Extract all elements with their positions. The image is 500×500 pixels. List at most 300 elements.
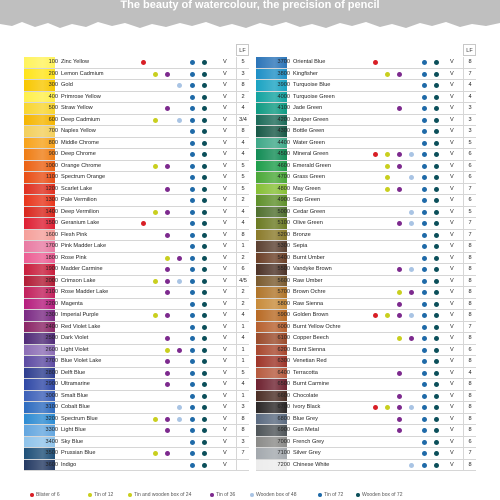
availability-dot (434, 221, 439, 226)
color-name: Gold (61, 82, 73, 88)
v-flag: V (450, 220, 454, 226)
table-row (256, 80, 476, 92)
availability-dot (434, 233, 439, 238)
color-name: Deep Chrome (61, 151, 96, 157)
color-name: Water Green (293, 139, 325, 146)
color-name: Chinese White (293, 461, 330, 468)
v-flag: V (223, 450, 227, 456)
availability-dot (190, 336, 195, 341)
v-flag: V (223, 139, 227, 146)
color-name: Terracotta (293, 369, 318, 376)
color-name: Copper Beech (293, 335, 329, 341)
v-flag: V (223, 243, 227, 249)
color-name: Straw Yellow (61, 105, 93, 111)
availability-dot (190, 290, 195, 295)
color-number: 2200 (45, 300, 58, 307)
availability-dot (397, 394, 402, 399)
lightfastness-value: 5 (236, 172, 249, 183)
table-row (24, 402, 249, 414)
table-row (24, 126, 249, 138)
color-number: 300 (48, 82, 58, 88)
v-flag: V (450, 300, 454, 307)
table-row (24, 276, 249, 288)
lightfastness-value: 8 (236, 425, 249, 436)
table-row (24, 161, 249, 173)
v-flag: V (450, 93, 454, 100)
lightfastness-value: 8 (463, 253, 476, 264)
availability-dot (397, 302, 402, 307)
lightfastness-value: 2 (236, 253, 249, 264)
legend-item (30, 492, 60, 498)
availability-dot (434, 325, 439, 330)
availability-dot (190, 325, 195, 330)
v-flag: V (223, 335, 227, 341)
color-number: 4000 (277, 93, 290, 100)
color-number: 3900 (277, 82, 290, 88)
v-flag: V (450, 335, 454, 341)
legend-item (128, 492, 191, 498)
table-row (256, 57, 476, 69)
availability-dot (434, 187, 439, 192)
color-name: Flesh Pink (61, 231, 88, 238)
color-number: 1100 (45, 174, 58, 180)
color-number: 2700 (45, 358, 58, 364)
table-row (24, 460, 249, 472)
availability-dot (397, 336, 402, 341)
availability-dot (434, 152, 439, 157)
availability-dot (165, 428, 170, 433)
color-name: Oriental Blue (293, 59, 326, 65)
v-flag: V (450, 105, 454, 111)
availability-dot (422, 394, 427, 399)
color-name: Scarlet Lake (61, 185, 93, 192)
table-row (256, 184, 476, 196)
availability-dot (409, 210, 414, 215)
color-number: 3700 (277, 59, 290, 65)
legend-label: Wooden box of 48 (256, 492, 297, 498)
color-number: 5400 (277, 254, 290, 261)
lightfastness-value: 3 (236, 437, 249, 448)
color-number: 5500 (277, 266, 290, 272)
availability-dot (409, 290, 414, 295)
availability-dot (434, 256, 439, 261)
availability-dot (422, 348, 427, 353)
v-flag: V (450, 254, 454, 261)
availability-dot (190, 405, 195, 410)
availability-dot (202, 336, 207, 341)
lightfastness-value: 1 (236, 391, 249, 402)
color-number: 7100 (277, 450, 290, 456)
table-row (24, 207, 249, 219)
availability-dot (190, 72, 195, 77)
color-name: Imperial Purple (61, 312, 99, 318)
color-number: 6500 (277, 381, 290, 387)
lightfastness-value: 4 (236, 138, 249, 149)
availability-dot (434, 95, 439, 100)
color-name: Middle Chrome (61, 139, 99, 146)
lightfastness-value: 4 (236, 207, 249, 218)
color-name: Smalt Blue (61, 392, 89, 399)
availability-dot (434, 371, 439, 376)
v-flag: V (223, 277, 227, 284)
availability-dot (422, 221, 427, 226)
color-name: Madder Carmine (61, 266, 103, 272)
availability-dot (165, 233, 170, 238)
lightfastness-value: 4 (236, 310, 249, 321)
color-name: Burnt Yellow Ochre (293, 323, 341, 330)
availability-dot (190, 198, 195, 203)
lightfastness-value: 3 (463, 115, 476, 126)
table-row (256, 253, 476, 265)
availability-dot (397, 221, 402, 226)
availability-dot (202, 290, 207, 295)
lightfastness-value: 3/4 (236, 115, 249, 126)
availability-dot (190, 83, 195, 88)
availability-dot (397, 290, 402, 295)
color-name: Blue Grey (293, 415, 318, 422)
availability-dot (422, 244, 427, 249)
availability-dot (385, 187, 390, 192)
color-number: 400 (48, 93, 58, 100)
availability-dot (385, 152, 390, 157)
availability-dot (434, 210, 439, 215)
table-row (256, 161, 476, 173)
availability-dot (165, 279, 170, 284)
availability-dot (422, 60, 427, 65)
availability-dot (422, 359, 427, 364)
color-number: 4200 (277, 116, 290, 123)
color-number: 5000 (277, 208, 290, 215)
availability-dot (190, 118, 195, 123)
color-number: 4300 (277, 128, 290, 134)
legend-item (318, 492, 343, 498)
availability-dot (202, 428, 207, 433)
availability-dot (190, 95, 195, 100)
color-name: Raw Sienna (293, 300, 324, 307)
lightfastness-value: 7 (236, 448, 249, 459)
legend-label: Wooden box of 72 (362, 492, 403, 498)
availability-dot (165, 256, 170, 261)
legend-item (88, 492, 113, 498)
availability-dot (202, 463, 207, 468)
availability-dot (434, 279, 439, 284)
v-flag: V (223, 266, 227, 272)
color-number: 500 (48, 105, 58, 111)
color-name: Golden Brown (293, 312, 329, 318)
color-number: 800 (48, 139, 58, 146)
table-row (24, 218, 249, 230)
table-row (256, 333, 476, 345)
availability-dot (434, 451, 439, 456)
availability-dot (165, 106, 170, 111)
availability-dot (153, 164, 158, 169)
lightfastness-value: 6 (463, 437, 476, 448)
v-flag: V (450, 358, 454, 364)
availability-dot (190, 141, 195, 146)
color-name: Burnt Umber (293, 254, 325, 261)
lightfastness-value: 4/5 (236, 276, 249, 287)
availability-dot (434, 164, 439, 169)
v-flag: V (450, 139, 454, 146)
table-row (256, 241, 476, 253)
color-name: Sky Blue (61, 438, 84, 445)
lightfastness-value: 2 (236, 299, 249, 310)
color-name: Cobalt Blue (61, 404, 90, 410)
color-number: 2800 (45, 369, 58, 376)
availability-dot (422, 440, 427, 445)
availability-dot (409, 405, 414, 410)
color-name: Zinc Yellow (61, 59, 89, 65)
lightfastness-value: 7 (463, 322, 476, 333)
lightfastness-value: 4 (463, 92, 476, 103)
table-row (256, 379, 476, 391)
availability-dot (422, 405, 427, 410)
color-name: Magenta (61, 300, 83, 307)
v-flag: V (223, 358, 227, 364)
availability-dot (202, 348, 207, 353)
table-row (256, 287, 476, 299)
color-name: Primrose Yellow (61, 93, 101, 100)
lightfastness-value: 2 (236, 195, 249, 206)
availability-dot (397, 152, 402, 157)
legend-item (250, 492, 297, 498)
table-row (256, 103, 476, 115)
table-row (256, 69, 476, 81)
v-flag: V (450, 450, 454, 456)
v-flag: V (450, 369, 454, 376)
availability-dot (190, 221, 195, 226)
v-flag: V (450, 70, 454, 77)
table-row (24, 195, 249, 207)
color-number: 6600 (277, 392, 290, 399)
availability-dot (165, 267, 170, 272)
color-name: Raw Umber (293, 277, 323, 284)
table-row (24, 356, 249, 368)
color-number: 1300 (45, 197, 58, 203)
availability-dot (190, 187, 195, 192)
color-name: Cedar Green (293, 208, 326, 215)
color-number: 1900 (45, 266, 58, 272)
color-number: 900 (48, 151, 58, 157)
lightfastness-value: 7 (463, 218, 476, 229)
lightfastness-value: 1 (236, 241, 249, 252)
table-row (24, 103, 249, 115)
color-number: 700 (48, 128, 58, 134)
availability-dot (202, 175, 207, 180)
color-number: 3000 (45, 392, 58, 399)
availability-dot (422, 129, 427, 134)
v-flag: V (223, 323, 227, 330)
lightfastness-value: 8 (463, 402, 476, 413)
v-flag: V (223, 208, 227, 215)
table-row (24, 149, 249, 161)
color-number: 6900 (277, 427, 290, 433)
lightfastness-value: 8 (463, 333, 476, 344)
availability-dot (177, 83, 182, 88)
color-number: 5700 (277, 289, 290, 295)
color-number: 4700 (277, 174, 290, 180)
availability-dot (409, 175, 414, 180)
table-row (256, 299, 476, 311)
color-name: Delft Blue (61, 369, 86, 376)
torn-paper-edge (0, 14, 500, 36)
availability-dot (422, 106, 427, 111)
color-name: May Green (293, 185, 321, 192)
v-flag: V (450, 162, 454, 169)
availability-dot (409, 336, 414, 341)
table-row (256, 414, 476, 426)
right-rows (256, 57, 476, 471)
availability-dot (153, 72, 158, 77)
table-row (256, 126, 476, 138)
legend-item (210, 492, 235, 498)
table-row (256, 276, 476, 288)
lightfastness-value: 8 (463, 264, 476, 275)
table-row (256, 402, 476, 414)
color-number: 5100 (277, 220, 290, 226)
v-flag: V (223, 369, 227, 376)
availability-dot (190, 164, 195, 169)
color-name: Juniper Green (293, 116, 329, 123)
availability-dot (373, 313, 378, 318)
v-flag: V (450, 151, 454, 157)
v-flag: V (450, 277, 454, 284)
color-number: 2000 (45, 277, 58, 284)
color-number: 6700 (277, 404, 290, 410)
color-number: 4800 (277, 185, 290, 192)
table-row (256, 310, 476, 322)
color-name: Grass Green (293, 174, 326, 180)
table-row (24, 80, 249, 92)
lightfastness-value: 5 (463, 138, 476, 149)
table-row (24, 230, 249, 242)
color-name: Deep Vermilion (61, 208, 99, 215)
color-name: French Grey (293, 438, 325, 445)
table-row (256, 356, 476, 368)
color-name: Burnt Sienna (293, 346, 326, 353)
color-name: Ultramarine (61, 381, 90, 387)
availability-dot (373, 152, 378, 157)
availability-dot (165, 348, 170, 353)
lightfastness-value: 3 (463, 126, 476, 137)
v-flag: V (450, 231, 454, 238)
color-number: 4400 (277, 139, 290, 146)
availability-dot (434, 198, 439, 203)
availability-dot (190, 359, 195, 364)
availability-dot (190, 175, 195, 180)
v-flag: V (450, 197, 454, 203)
v-flag: V (223, 427, 227, 433)
availability-dot (202, 187, 207, 192)
color-name: Light Blue (61, 427, 86, 433)
availability-dot (177, 417, 182, 422)
v-flag: V (223, 70, 227, 77)
availability-dot (190, 152, 195, 157)
color-number: 2300 (45, 312, 58, 318)
availability-dot (153, 313, 158, 318)
availability-dot (422, 83, 427, 88)
v-flag: V (450, 346, 454, 353)
color-number: 1400 (45, 208, 58, 215)
lightfastness-value: 8 (236, 80, 249, 91)
color-name: Gun Metal (293, 427, 319, 433)
availability-dot (434, 302, 439, 307)
lf-column-header: LF (236, 44, 249, 56)
availability-dot (385, 175, 390, 180)
lightfastness-value: 3 (463, 103, 476, 114)
color-name: Red Violet Lake (61, 323, 101, 330)
table-row (24, 425, 249, 437)
table-row (256, 264, 476, 276)
lightfastness-value: 8 (463, 310, 476, 321)
availability-dot (422, 256, 427, 261)
color-name: Spectrum Blue (61, 415, 98, 422)
availability-dot (422, 187, 427, 192)
lightfastness-value: 8 (463, 287, 476, 298)
availability-dot (202, 371, 207, 376)
color-name: Prussian Blue (61, 450, 96, 456)
v-flag: V (450, 381, 454, 387)
v-flag: V (223, 116, 227, 123)
lightfastness-value: 6 (463, 345, 476, 356)
availability-dot (385, 72, 390, 77)
availability-dot (434, 405, 439, 410)
availability-dot (202, 451, 207, 456)
availability-dot (202, 302, 207, 307)
table-row (24, 241, 249, 253)
color-name: Emerald Green (293, 162, 331, 169)
availability-dot (190, 394, 195, 399)
availability-dot (177, 279, 182, 284)
availability-dot (153, 118, 158, 123)
color-number: 200 (48, 70, 58, 77)
color-name: Sap Green (293, 197, 321, 203)
v-flag: V (450, 323, 454, 330)
table-row (256, 138, 476, 150)
color-number: 3600 (45, 461, 58, 468)
color-name: Lemon Cadmium (61, 70, 104, 77)
color-number: 6100 (277, 335, 290, 341)
color-number: 6300 (277, 358, 290, 364)
lf-column-header: LF (463, 44, 476, 56)
availability-dot (422, 279, 427, 284)
v-flag: V (223, 254, 227, 261)
v-flag: V (450, 174, 454, 180)
availability-dot (434, 106, 439, 111)
table-row (256, 448, 476, 460)
availability-dot (422, 325, 427, 330)
availability-dot (422, 313, 427, 318)
v-flag: V (223, 82, 227, 88)
color-number: 3500 (45, 450, 58, 456)
tagline: The beauty of watercolour, the precision of pencil (120, 0, 380, 11)
availability-dot (434, 267, 439, 272)
availability-dot (202, 198, 207, 203)
availability-dot (422, 198, 427, 203)
availability-dot (153, 451, 158, 456)
availability-dot (434, 175, 439, 180)
availability-dot (202, 221, 207, 226)
color-number: 3400 (45, 438, 58, 445)
v-flag: V (450, 415, 454, 422)
v-flag: V (223, 289, 227, 295)
table-row (256, 425, 476, 437)
color-name: Turquoise Blue (293, 82, 331, 88)
availability-dot (422, 210, 427, 215)
availability-dot (422, 417, 427, 422)
color-name: Sepia (293, 243, 308, 249)
v-flag: V (223, 346, 227, 353)
